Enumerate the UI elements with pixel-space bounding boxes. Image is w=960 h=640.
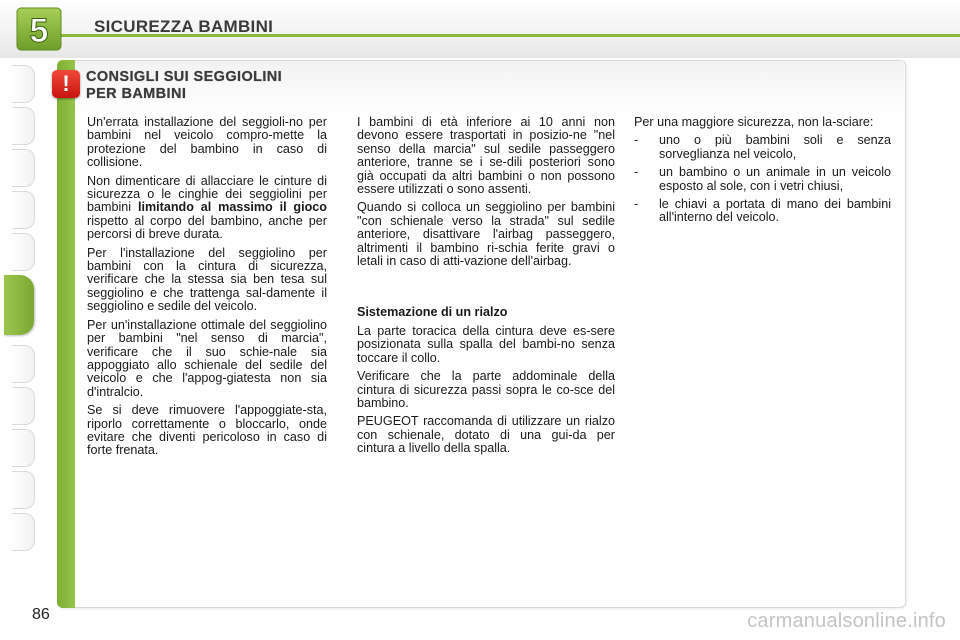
paragraph bbox=[87, 175, 327, 242]
chapter-tab[interactable] bbox=[12, 149, 35, 187]
paragraph: Per un'installazione ottimale del seggiolino per bambini "nel senso di marcia", verificare che il suo schie-nale sia appoggiato allo schienale del sedile del veicolo e che l'appog-giatesta non sia d'intralcio. bbox=[87, 317, 327, 399]
chapter-tab[interactable] bbox=[12, 471, 35, 509]
emphasis-text: limitando al massimo il gioco bbox=[137, 200, 327, 215]
dash-marker: - bbox=[634, 197, 639, 212]
text-column-1 bbox=[87, 116, 327, 463]
section-title bbox=[86, 69, 282, 103]
text-column-3 bbox=[634, 116, 891, 230]
list-item-text: un bambino o un animale in un veicolo esposto al sole, con i vetri chiusi, bbox=[659, 165, 891, 193]
spacer bbox=[357, 273, 615, 306]
subheading: Sistemazione di un rialzo bbox=[357, 305, 508, 320]
chapter-tab[interactable] bbox=[12, 387, 35, 425]
watermark: carmanualsonline.info bbox=[747, 610, 946, 632]
paragraph: Se si deve rimuovere l'appoggiate-sta, riporlo correttamente o bloccarlo, onde evitare che diventi pericoloso in caso di forte frenata. bbox=[87, 403, 327, 458]
paragraph: Quando si colloca un seggiolino per bambini "con schienale verso la strada" sul sedile anteriore, disattivare l'airbag passeggero, altrimenti il bambino ri-schia ferite gravi o letali in caso di atti-vazione dell'airbag. bbox=[357, 200, 615, 269]
chapter-number-badge bbox=[15, 6, 65, 52]
list-item bbox=[634, 198, 891, 225]
paragraph: I bambini di età inferiore ai 10 anni non devono essere trasportati in posizio-ne "nel senso della marcia" sul sedile passeggero anteriore, tranne se i se-dili posteriori sono già occupati da altri bambini o non possono essere utilizzati o sono assenti. bbox=[357, 115, 615, 197]
paragraph-text: rispetto al corpo del bambino, anche per percorsi di breve durata. bbox=[87, 213, 327, 242]
paragraph-text: Non dimenticare di allacciare le cinture di sicurezza o le cinghie dei seggiolini per bambini bbox=[87, 173, 327, 215]
list-item-text: uno o più bambini soli e senza sorveglianza nel veicolo, bbox=[659, 133, 891, 161]
chapter-title: SICUREZZA BAMBINI bbox=[94, 17, 274, 36]
warning-icon: ! bbox=[52, 70, 80, 98]
paragraph: La parte toracica della cintura deve es-sere posizionata sulla spalla del bambi-no senza toccare il collo. bbox=[357, 323, 615, 365]
panel-accent-bar bbox=[57, 60, 75, 608]
chapter-tab[interactable] bbox=[12, 65, 35, 103]
paragraph: Per una maggiore sicurezza, non la-sciare: bbox=[634, 115, 874, 129]
chapter-tab[interactable] bbox=[12, 345, 35, 383]
dash-marker: - bbox=[634, 133, 639, 148]
chapter-tabs bbox=[12, 65, 46, 585]
list-item bbox=[634, 134, 891, 161]
chapter-tab[interactable] bbox=[12, 513, 35, 551]
paragraph: Per l'installazione del seggiolino per bambini con la cintura di sicurezza, verificare che la stessa sia ben tesa sul seggiolino e che trattenga sal-damente il seggiolino e sedile del veicolo. bbox=[87, 245, 327, 314]
page-number: 86 bbox=[32, 606, 50, 623]
paragraph: Verificare che la parte addominale della cintura di sicurezza passi sopra le co-sce del bambino. bbox=[357, 369, 615, 410]
paragraph: PEUGEOT raccomanda di utilizzare un rialzo con schienale, dotato di una gui-da per cintura a livello della spalla. bbox=[357, 414, 615, 456]
chapter-number: 5 bbox=[29, 12, 49, 50]
chapter-tab[interactable] bbox=[12, 191, 35, 229]
section-title-line1: CONSIGLI SUI SEGGIOLINI bbox=[86, 69, 283, 85]
paragraph: Un'errata installazione del seggioli-no per bambini nel veicolo compro-mette la protezione del bambino in caso di collisione. bbox=[87, 115, 327, 170]
text-column-2 bbox=[357, 116, 615, 461]
list-item-text: le chiavi a portata di mano dei bambini all'interno del veicolo. bbox=[659, 197, 891, 225]
chapter-tab[interactable] bbox=[12, 107, 35, 145]
chapter-tab[interactable] bbox=[12, 233, 35, 271]
chapter-tab[interactable] bbox=[12, 429, 35, 467]
section-title-line2: PER BAMBINI bbox=[86, 86, 187, 102]
chapter-tab-active[interactable] bbox=[4, 275, 34, 335]
list-item bbox=[634, 166, 891, 193]
dash-marker: - bbox=[634, 165, 639, 180]
